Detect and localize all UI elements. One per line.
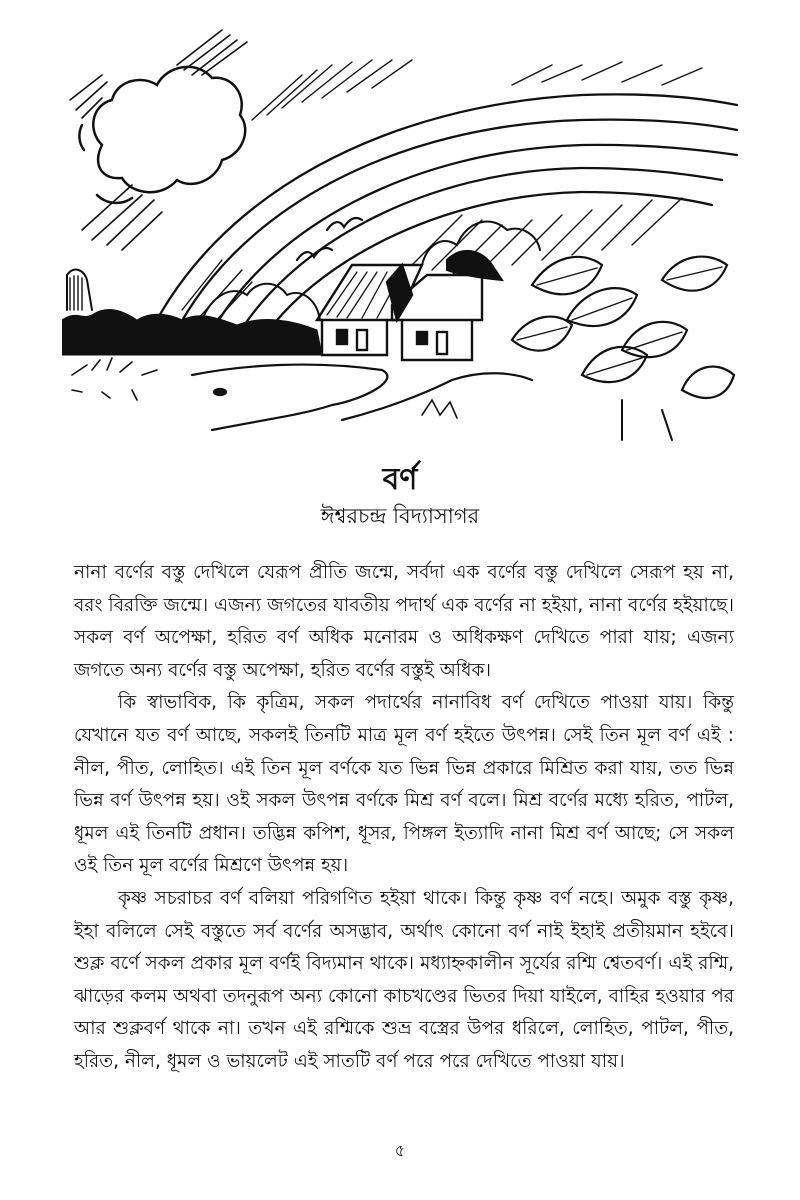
article-title: বর্ণ <box>382 462 418 497</box>
paragraph-3: কৃষ্ণ সচরাচর বর্ণ বলিয়া পরিগণিত হইয়া থাকে। কিন্তু কৃষ্ণ বর্ণ নহে। অমুক বস্তু কৃষ্ণ, ইহা বলিলে সেই বস্তুতে সর্ব বর্ণের অসদ্ভাব, অর্থাৎ কোনো বর্ণ নাই ইহাই প্রতীয়মান হইবে। শুক্ল বর্ণে সকল প্রকার মূল বর্ণই বিদ্যমান থাকে। মধ্যাহ্নকালীন সূর্যের রশ্মি শ্বেতবর্ণ। এই রশ্মি, ঝাড়ের কলম অথবা তদনুরূপ অন্য কোনো কাচখণ্ডের ভিতর দিয়া যাইলে, বাহির হওয়ার পর আর শুক্লবর্ণ থাকে না। তখন এই রশ্মিকে শুভ্র বস্ত্রের উপর ধরিলে, লোহিত, পাটল, পীত, হরিত, নীল, ধূমল ও ভায়লেট এই সাতটি বর্ণ পরে পরে দেখিতে পাওয়া যায়। <box>74 887 734 1072</box>
leaf-icon <box>512 257 734 440</box>
paragraph-2: কি স্বাভাবিক, কি কৃত্রিম, সকল পদার্থের নানাবিধ বর্ণ দেখিতে পাওয়া যায়। কিন্তু যেখানে যত বর্ণ আছে, সকলই তিনটি মাত্র মূল বর্ণ হইতে উৎপন্ন। সেই তিন মূল বর্ণ এই : নীল, পীত, লোহিত। এই তিন মূল বর্ণকে যত ভিন্ন ভিন্ন প্রকারে মিশ্রিত করা যায়, তত ভিন্ন ভিন্ন বর্ণ উৎপন্ন হয়। ওই সকল উৎপন্ন বর্ণকে মিশ্র বর্ণ বলে। মিশ্র বর্ণের মধ্যে হরিত, পাটল, ধূমল এই তিনটি প্রধান। তদ্ভিন্ন কপিশ, ধূসর, পিঙ্গল ইত্যাদি নানা মিশ্র বর্ণ আছে; সে সকল ওই তিন মূল বর্ণের মিশ্রণে উৎপন্ন হয়। <box>74 692 734 877</box>
hut-icon <box>317 265 482 360</box>
rainbow-village-illustration <box>62 20 742 445</box>
article-author: ঈশ্বরচন্দ্র বিদ্যাসাগর <box>320 504 480 528</box>
paragraph-1: নানা বর্ণের বস্তু দেখিলে যেরূপ প্রীতি জন্মে, সর্বদা এক বর্ণের বস্তু দেখিলে সেরূপ হয় না, বরং বিরক্তি জন্মে। এজন্য জগতের যাবতীয় পদার্থ এক বর্ণের না হইয়া, নানা বর্ণের হইয়াছে। সকল বর্ণ অপেক্ষা, হরিত বর্ণ অধিক মনোরম ও অধিকক্ষণ দেখিতে পারা যায়; এজন্য জগতে অন্য বর্ণের বস্তু অপেক্ষা, হরিত বর্ণের বস্তুই অধিক। <box>74 562 734 681</box>
article-body <box>74 557 734 1079</box>
bird-icon <box>297 218 362 260</box>
page-number: ৫ <box>394 1141 406 1160</box>
rainbow-icon <box>142 94 737 350</box>
cloud-icon <box>79 67 245 203</box>
path-icon <box>72 358 532 430</box>
